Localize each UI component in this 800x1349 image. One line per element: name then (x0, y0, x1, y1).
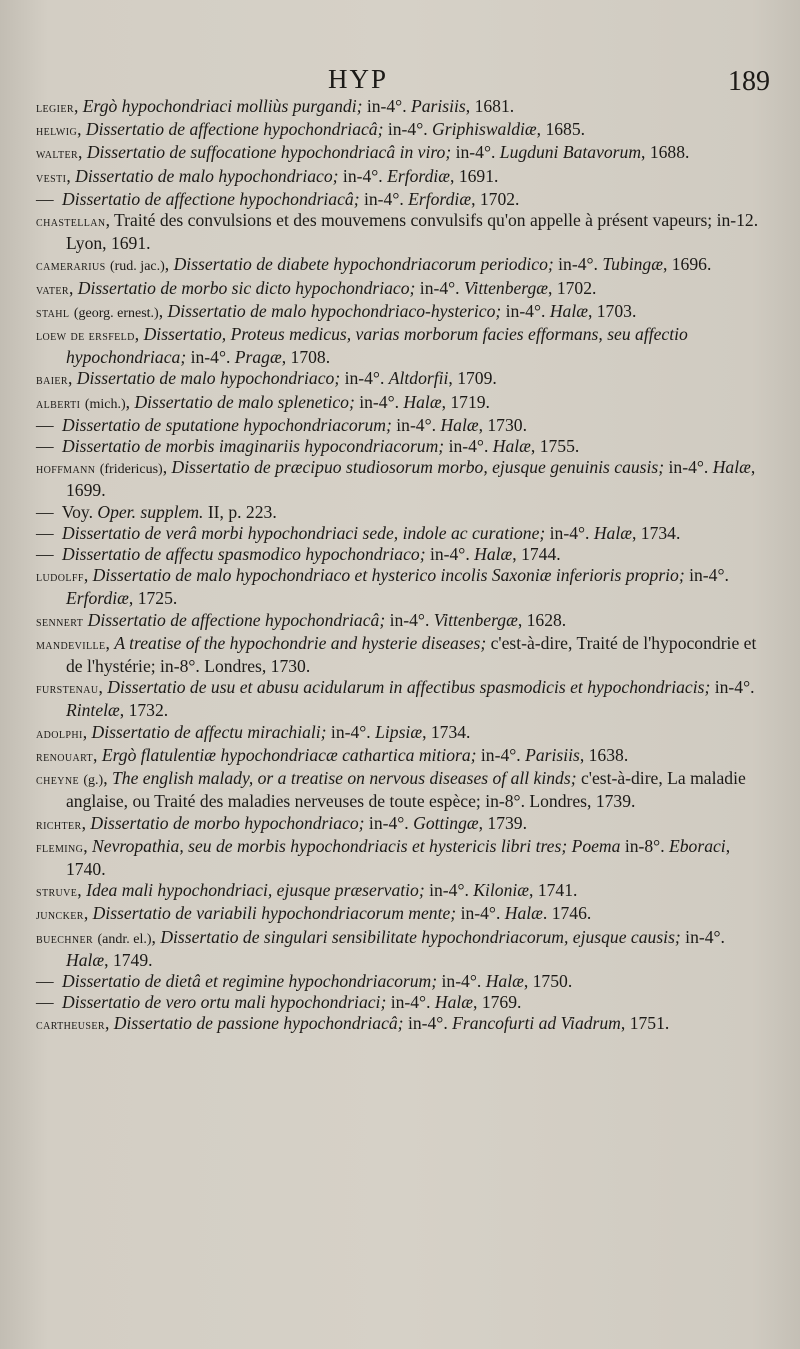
entry-title: Dissertatio de affectione hypochondriacâ; (87, 609, 386, 630)
entry-place: Halæ (434, 992, 474, 1013)
ditto-dash: — (36, 436, 54, 457)
bibliography-entry (36, 836, 768, 880)
bibliography-entry (36, 523, 768, 544)
entry-author: vater (36, 281, 69, 298)
entry-title: Dissertatio de morbo hypochondriaco; (90, 812, 365, 833)
bibliography-entry (36, 392, 768, 415)
entry-title: Dissertatio de præcipuo studiosorum morbo, ejusque genuinis causis; (171, 457, 665, 478)
entry-author: vesti (36, 169, 67, 186)
entry-format: in-4°. (186, 347, 235, 368)
entry-place: Erfordiæ (66, 588, 129, 609)
entry-separator: , (105, 210, 115, 231)
entry-title: Dissertatio de malo splenetico; (134, 391, 355, 412)
bibliography-entry (36, 1013, 768, 1036)
entry-author: chastellan (36, 214, 106, 231)
entry-year: , 1730. (478, 414, 527, 435)
entry-place: Halæ (403, 391, 442, 412)
entry-place: Francofurti ad Viadrum (452, 1013, 621, 1034)
entry-place: Erfordiæ (408, 188, 472, 209)
entry-separator: , (82, 721, 92, 742)
entry-format: in-4°. (680, 926, 725, 947)
entry-format: in-4°. (664, 457, 713, 478)
bibliography-list (36, 96, 768, 1037)
entry-format: in-4°. (553, 254, 603, 275)
bibliography-entry (36, 903, 768, 926)
bibliography-entry (36, 254, 768, 277)
entry-format: in-4°. (359, 188, 409, 209)
entry-year: , 1734. (422, 721, 471, 742)
entry-place: Halæ (504, 903, 543, 924)
running-head: HYP (327, 64, 388, 94)
entry-separator: , (93, 744, 102, 765)
entry-author: hoffmann (36, 461, 96, 478)
entry-separator: , (104, 1013, 114, 1034)
bibliography-entry (36, 565, 768, 609)
entry-place: Kiloniæ (473, 880, 530, 901)
entry-year: , 1755. (530, 436, 580, 457)
entry-place: Parisiis (525, 744, 580, 765)
entry-year: , 1739. (478, 812, 527, 833)
entry-place: Parisiis (411, 96, 466, 116)
entry-year: , 1708. (281, 347, 331, 368)
entry-year: , 1750. (523, 970, 573, 991)
entry-title: Dissertatio de vero ortu mali hypochondriaci; (62, 992, 387, 1013)
entry-format: in-4°. (385, 609, 434, 630)
entry-place: Halæ (712, 457, 751, 478)
entry-place: Altdorfii (388, 368, 449, 389)
entry-format: in-4°. (456, 903, 505, 924)
bibliography-entry (36, 324, 768, 368)
entry-format: in-4°. (437, 970, 486, 991)
entry-place: Halæ (440, 414, 479, 435)
entry-separator: , (83, 835, 93, 856)
entry-format: in-4°. (424, 880, 474, 901)
entry-place: Gottingæ (413, 812, 479, 833)
entry-separator: , (103, 768, 112, 789)
entry-separator: , (73, 96, 83, 116)
entry-format: in-4°. (710, 677, 755, 698)
entry-year: , 1688. (641, 142, 690, 163)
entry-title: Dissertatio de suffocatione hypochondriacâ in viro; (86, 142, 452, 163)
bibliography-entry (36, 971, 768, 992)
bibliography-entry (36, 880, 768, 903)
entry-title: Dissertatio de verâ morbi hypochondriaci sede, indole ac curatione; (62, 522, 546, 543)
entry-format: in-4°. (326, 721, 376, 742)
entry-format: in-4°. (391, 414, 441, 435)
entry-title: Ergò hypochondriaci molliùs purgandi; (82, 96, 363, 116)
entry-format: in-4°. (362, 96, 412, 116)
entry-author: renouart (36, 748, 94, 765)
entry-separator: , (83, 903, 93, 924)
entry-year: , 1699. (66, 457, 756, 501)
entry-separator: , (77, 119, 86, 140)
entry-format: in-4°. (354, 391, 404, 412)
entry-title: Dissertatio de variabili hypochondriacorum mente; (92, 903, 457, 924)
entry-given-name: (andr. el.) (97, 931, 152, 947)
entry-year: , 1769. (473, 992, 522, 1013)
entry-year: , 1749. (104, 949, 153, 970)
entry-separator: , (125, 391, 135, 412)
entry-format: in-8°. (620, 835, 670, 856)
entry-given-name: (rud. jac.) (109, 259, 165, 275)
entry-format: in-4°. (476, 744, 526, 765)
entry-format: in-4°. (545, 522, 594, 543)
entry-title: A treatise of the hypochondrie and hysterie diseases; (114, 632, 487, 653)
entry-title: Idea mali hypochondriaci, ejusque præservatio; (86, 880, 425, 901)
bibliography-entry (36, 927, 768, 971)
entry-author: sennert (36, 613, 84, 630)
entry-year: , 1719. (441, 391, 490, 412)
entry-title: Dissertatio de affectione hypochondriacâ; (85, 119, 384, 140)
entry-author: camerarius (36, 258, 106, 275)
entry-format: in-4°. (364, 812, 414, 833)
entry-place: Lipsiæ (375, 721, 423, 742)
entry-separator: , (164, 254, 174, 275)
entry-place: Griphiswaldiæ (432, 119, 537, 140)
entry-title: Dissertatio de morbis imaginariis hypocondriacorum; (62, 436, 445, 457)
entry-author: adolphi (36, 725, 83, 742)
entry-author: legier (36, 100, 74, 116)
entry-given-name: (g.) (83, 773, 104, 789)
entry-separator: , (98, 677, 108, 698)
entry-title: Ergò flatulentiæ hypochondriacæ cathartica mitiora; (101, 744, 477, 765)
entry-year: . 1746. (542, 903, 592, 924)
entry-author: cartheuser (36, 1017, 105, 1034)
entry-year: , 1732. (119, 700, 169, 721)
bibliography-entry (36, 768, 768, 812)
entry-separator: , (158, 300, 168, 321)
bibliography-entry (36, 722, 768, 745)
bibliography-entry (36, 813, 768, 836)
entry-year: , 1681. (465, 96, 515, 116)
entry-title: Nevropathia, seu de morbis hypochondriacis et hystericis libri tres; Poema (92, 835, 621, 856)
entry-separator: , (83, 565, 93, 586)
bibliography-entry (36, 610, 768, 633)
entry-year: , 1734. (631, 522, 681, 543)
entry-place: Halæ (474, 544, 513, 565)
entry-year: , 1702. (471, 188, 520, 209)
bibliography-entry (36, 436, 768, 457)
entry-year: , 1638. (579, 744, 629, 765)
entry-separator: , (105, 632, 115, 653)
entry-title: Dissertatio de malo hypochondriaco-hysterico; (167, 300, 502, 321)
ditto-dash: — (36, 522, 54, 543)
entry-title: Dissertatio de affectu mirachiali; (91, 721, 327, 742)
entry-place: Lugduni Batavorum (499, 142, 642, 163)
bibliography-entry (36, 166, 768, 189)
entry-title: Dissertatio, Proteus medicus, varias morborum facies efformans, seu affectio hypochondriaca; (66, 324, 688, 368)
ditto-dash: — (36, 414, 54, 435)
entry-format: Traité des convulsions et des mouvemens convulsifs qu'on appelle à présent vapeurs; in-12. Lyon, 1691. (66, 210, 759, 254)
page-number: 189 (728, 66, 770, 97)
entry-format: in-4°. (383, 119, 433, 140)
entry-separator: , (151, 926, 161, 947)
bibliography-entry (36, 142, 768, 165)
bibliography-entry (36, 96, 768, 119)
entry-place: Tubingæ (602, 254, 663, 275)
bibliography-entry (36, 502, 768, 523)
bibliography-entry (36, 189, 768, 210)
entry-place: Vittenbergæ (433, 609, 518, 630)
entry-author: ludolff (36, 569, 84, 586)
entry-given-name: (mich.) (84, 396, 126, 412)
entry-author: cheyne (36, 772, 79, 789)
ditto-dash: — (36, 544, 54, 565)
entry-year: , 1628. (517, 609, 567, 630)
entry-place: Halæ (485, 970, 524, 991)
entry-separator: , (134, 324, 144, 345)
entry-separator: , (162, 457, 172, 478)
entry-given-name: (fridericus) (99, 462, 163, 478)
bibliography-entry (36, 278, 768, 301)
bibliography-entry (36, 119, 768, 142)
entry-place: Pragæ (234, 347, 282, 368)
entry-title: Dissertatio de dietâ et regimine hypochondriacorum; (62, 970, 438, 991)
entry-author: buechner (36, 930, 94, 947)
entry-author: fleming (36, 839, 84, 856)
entry-year: , 1725. (128, 588, 178, 609)
entry-author: struve (36, 884, 78, 901)
entry-title: Dissertatio de malo hypochondriaco et hysterico incolis Saxoniæ inferioris proprio; (92, 565, 685, 586)
entry-year: II, p. 223. (203, 501, 277, 522)
entry-title: Dissertatio de malo hypochondriaco; (76, 368, 341, 389)
entry-author: loew de ersfeld (36, 328, 135, 345)
entry-place: Rintelæ (66, 700, 120, 721)
entry-separator: , (81, 812, 91, 833)
entry-year: , 1703. (587, 300, 637, 321)
entry-title: Dissertatio de affectione hypochondriacâ; (62, 188, 360, 209)
bibliography-entry (36, 992, 768, 1013)
entry-year: , 1691. (450, 165, 499, 186)
entry-author: furstenau (36, 681, 99, 698)
bibliography-entry (36, 544, 768, 565)
bibliography-entry (36, 633, 768, 677)
entry-author: alberti (36, 395, 81, 412)
entry-year: , 1685. (536, 119, 586, 140)
entry-given-name: (georg. ernest.) (73, 305, 159, 321)
entry-title: Dissertatio de diabete hypochondriacorum periodico; (173, 254, 554, 275)
entry-author: stahl (36, 304, 70, 321)
entry-year: , 1696. (662, 254, 712, 275)
entry-format: in-4°. (340, 368, 389, 389)
entry-place: Halæ (549, 300, 588, 321)
bibliography-entry (36, 677, 768, 721)
entry-separator: , (78, 142, 87, 163)
bibliography-entry (36, 415, 768, 436)
entry-place: Eboraci (669, 835, 726, 856)
entry-title: Dissertatio de affectu spasmodico hypochondriaco; (62, 544, 426, 565)
entry-year: , 1744. (512, 544, 561, 565)
entry-author: richter (36, 816, 82, 833)
bibliography-entry (36, 210, 768, 254)
entry-year: , 1709. (448, 368, 497, 389)
entry-format: in-4°. (338, 165, 388, 186)
ditto-dash: — (36, 501, 54, 522)
entry-format: c'est-à-dire, La maladie anglaise, ou Traité des maladies nerveuses de toute espèce; in-8°. Londres, 1739. (66, 768, 746, 812)
entry-title: Dissertatio de sputatione hypochondriacorum; (62, 414, 392, 435)
entry-format: c'est-à-dire, Traité de l'hypocondrie et de l'hystérie; in-8°. Londres, 1730. (66, 632, 757, 677)
entry-title: The english malady, or a treatise on nervous diseases of all kinds; (111, 768, 577, 789)
entry-author: walter (36, 146, 79, 163)
entry-year: , 1740. (66, 835, 731, 879)
entry-place: Halæ (492, 436, 531, 457)
entry-format: in-4°. (403, 1013, 453, 1034)
entry-author: mandeville (36, 636, 106, 653)
entry-year: , 1702. (548, 277, 597, 298)
entry-title: Dissertatio de usu et abusu acidularum in affectibus spasmodicis et hypochondriacis; (107, 677, 711, 698)
bibliography-entry (36, 745, 768, 768)
entry-place: Halæ (66, 949, 105, 970)
entry-separator: , (77, 880, 87, 901)
entry-author: juncker (36, 907, 84, 924)
bibliography-entry (36, 457, 768, 501)
ditto-dash: — (36, 992, 54, 1013)
entry-title: Dissertatio de morbo sic dicto hypochondriaco; (77, 277, 416, 298)
entry-title: Dissertatio de singulari sensibilitate hypochondriacorum, ejusque causis; (160, 926, 681, 947)
entry-separator: , (68, 277, 78, 298)
bibliography-entry (36, 368, 768, 391)
bibliography-entry (36, 301, 768, 324)
entry-format: in-4°. (684, 565, 729, 586)
entry-separator: , (68, 368, 77, 389)
page-header (36, 64, 770, 97)
entry-format: in-4°. (451, 142, 500, 163)
entry-format: Voy. (61, 501, 98, 522)
entry-place: Halæ (593, 522, 632, 543)
entry-author: baier (36, 372, 68, 389)
entry-format: in-4°. (386, 992, 435, 1013)
entry-title: Dissertatio de malo hypochondriaco; (75, 165, 339, 186)
ditto-dash: — (36, 188, 54, 209)
entry-year: , 1751. (620, 1013, 670, 1034)
entry-format: in-4°. (444, 436, 493, 457)
entry-format: in-4°. (415, 277, 464, 298)
entry-place: Vittenbergæ (463, 277, 549, 298)
entry-year: , 1741. (529, 880, 578, 901)
ditto-dash: — (36, 970, 54, 991)
entry-author: helwig (36, 123, 78, 140)
entry-title: Dissertatio de passione hypochondriacâ; (113, 1013, 404, 1034)
entry-place: Erfordiæ (387, 165, 451, 186)
entry-format: in-4°. (501, 300, 550, 321)
entry-separator: , (66, 165, 76, 186)
entry-place: Oper. supplem. (97, 501, 204, 522)
entry-format: in-4°. (425, 544, 475, 565)
